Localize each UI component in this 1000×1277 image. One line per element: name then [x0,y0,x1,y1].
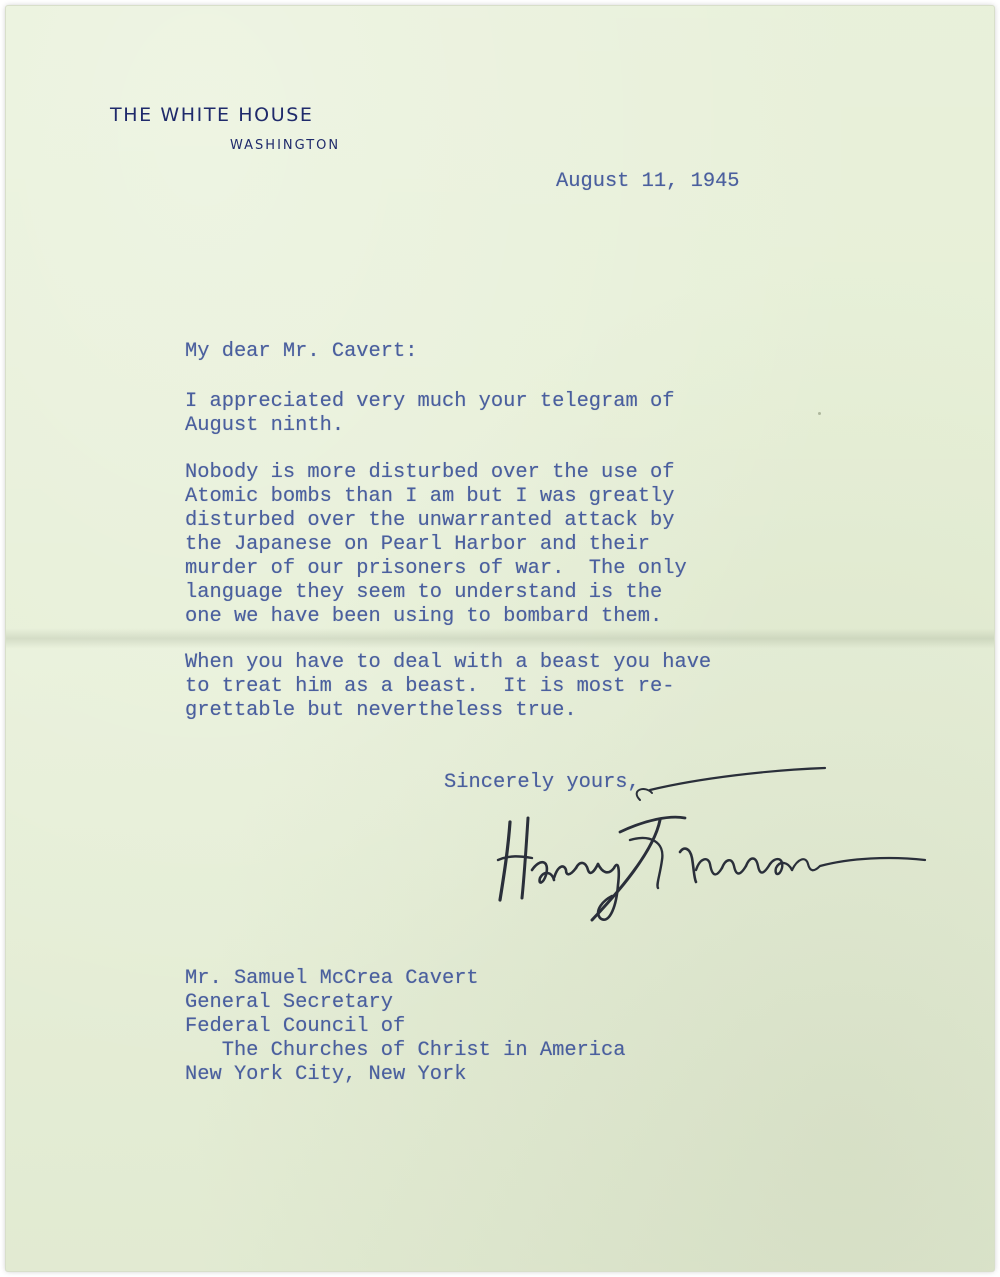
letterhead-subtitle: WASHINGTON [230,138,341,153]
paragraph-atomic-bombs: Nobody is more disturbed over the use of Atomic bombs than I am but I was greatly disturbed over the unwarranted attack by the Japanese on Pearl Harbor and their murder of our prisoners of war. The only language they seem to understand is the one we have been using to bombard them. [185,461,687,628]
letter-date: August 11, 1945 [556,170,740,193]
handwritten-signature [480,760,940,930]
letter-salutation: My dear Mr. Cavert: [185,340,418,363]
paper-speck [818,412,821,415]
letter-closing: Sincerely yours, [444,771,640,794]
letterhead-title: THE WHITE HOUSE [110,104,314,126]
addressee-block: Mr. Samuel McCrea Cavert General Secretary Federal Council of The Churches of Christ in America New York City, New York [185,967,626,1086]
paragraph-beast: When you have to deal with a beast you have to treat him as a beast. It is most re- grettable but nevertheless true. [185,651,712,722]
paragraph-telegram: I appreciated very much your telegram of August ninth. [185,390,675,437]
